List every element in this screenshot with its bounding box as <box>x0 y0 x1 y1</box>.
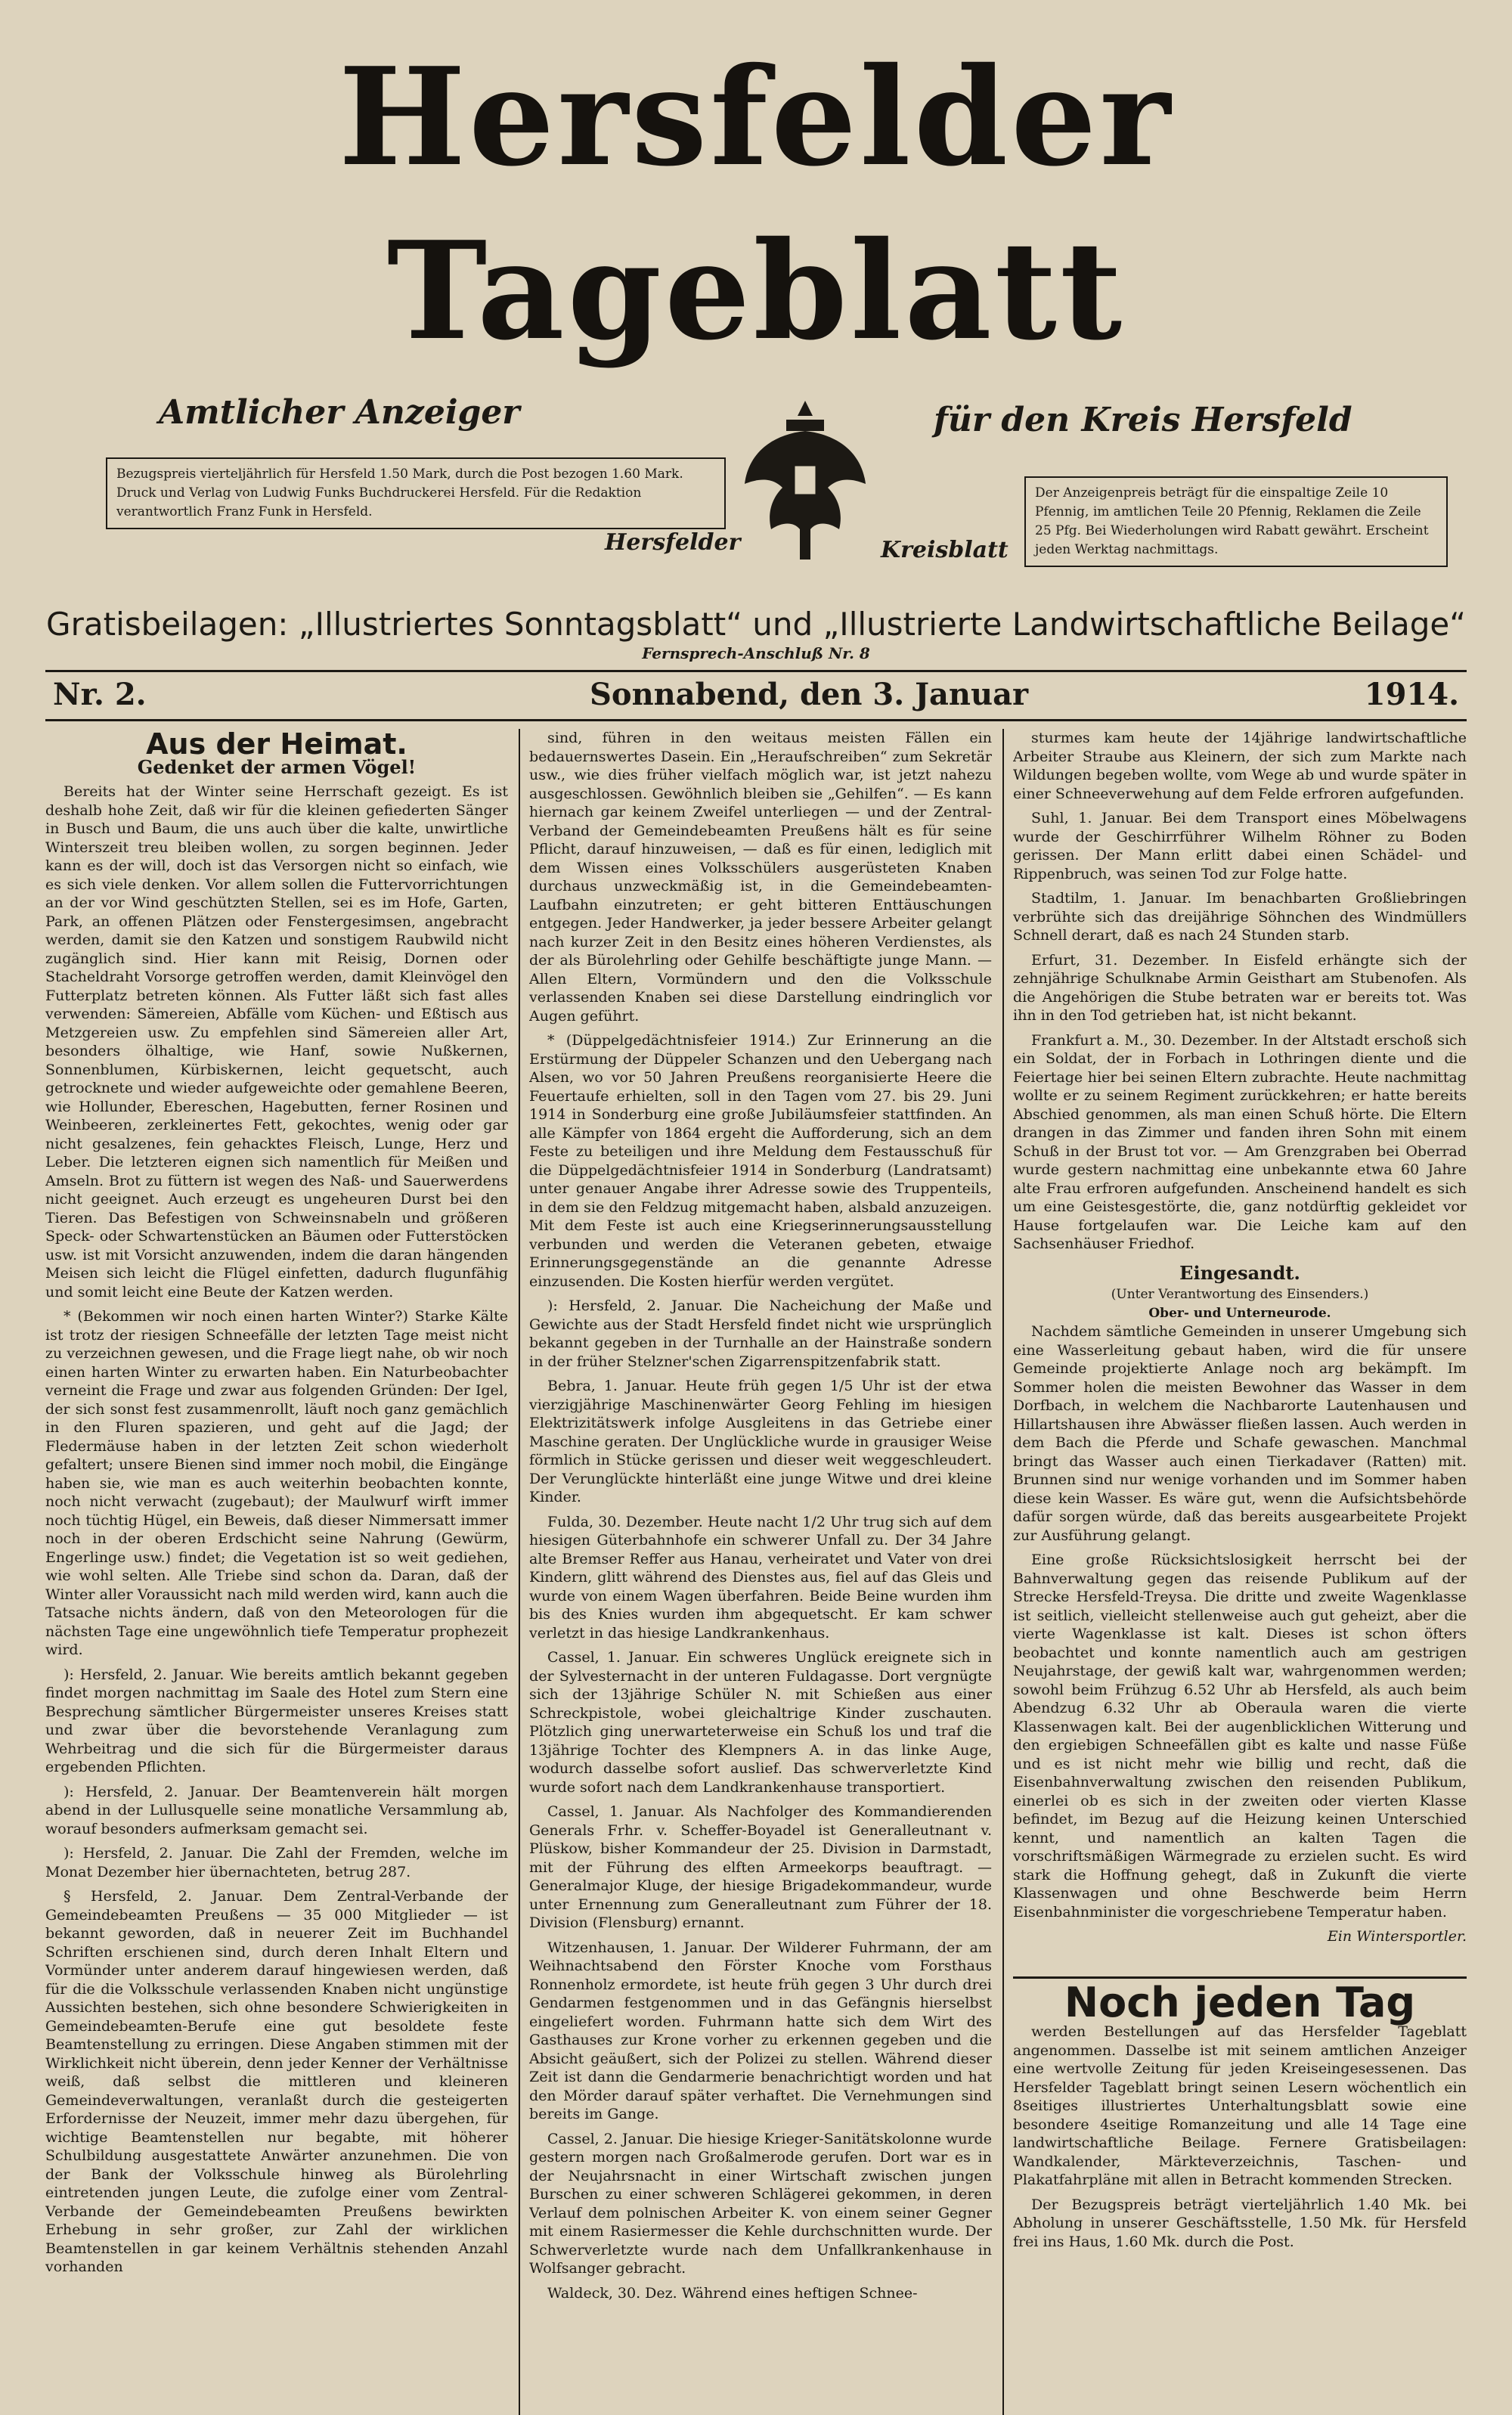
column-2 <box>529 729 992 2415</box>
article-paragraph: * (Düppelgedächtnisfeier 1914.) Zur Erinnerung an die Erstürmung der Düppeler Schanzen und den Uebergang nach Alsen, wo vor 50 Jahren Preußens reorganisierte Heere die Feuertaufe erhielten, soll in den Tagen vom 27. bis 29. Juni 1914 in Sonderburg eine große Jubiläumsfeier stattfinden. An alle Kämpfer von 1864 ergeht die Aufforderung, sich an dem Feste zu beteiligen und ihre Meldung dem Festausschuß für die Düppelgedächtnisfeier 1914 in Sonderburg (Landratsamt) unter genauer Angabe ihrer Adresse sowie des Truppenteils, in dem sie den Feldzug mitgemacht haben, alsbald anzuzeigen. Mit dem Feste ist auch eine Kriegserinnerungsausstellung verbunden und werden die Veteranen gebeten, etwaige Erinnerungsgegenstände an die genannte Adresse einzusenden. Die Kosten hierfür werden vergütet. <box>529 1032 992 1290</box>
section-heading: Aus der Heimat. <box>146 729 407 761</box>
column-divider <box>1002 729 1004 2415</box>
gratis-supplements: Gratisbeilagen: „Illustriertes Sonntagsblatt“ und „Illustrierte Landwirtschaftliche Beilage“ <box>46 606 1466 643</box>
article-paragraph: Witzenhausen, 1. Januar. Der Wilderer Fuhrmann, der am Weihnachtsabend den Förster Knoche vom Forsthaus Ronnenholz ermordete, ist heute früh gegen 3 Uhr durch drei Gendarmen festgenommen und in das Gefängnis hierselbst eingeliefert worden. Fuhrmann hatte sich dem Wirt des Gasthauses zur Krone vorher zu erkennen gegeben und die Absicht geäußert, sich der Polizei zu stellen. Während dieser Zeit ist dann die Gendarmerie benachrichtigt worden und hat den Mörder darauf später verhaftet. Die Vernehmungen sind bereits im Gange. <box>529 1939 992 2122</box>
tagline-right: für den Kreis Hersfeld <box>934 401 1352 439</box>
article-paragraph: § Hersfeld, 2. Januar. Dem Zentral-Verbande der Gemeindebeamten Preußens — 35 000 Mitglieder — ist bekannt geworden, daß in neuerer Zeit im Buchhandel Schriften erschienen sind, durch deren Inhalt Eltern und Vormünder unter anderem darauf hingewiesen werden, daß für die die Volksschule verlassenden Knaben nicht ungünstige Aussichten bestehen, sich ohne besondere Schwierigkeiten in Gemeindebeamten-Berufe eine gut besoldete feste Beamtenstellung zu erringen. Diese Angaben stimmen mit der Wirklichkeit nicht überein, denn jeder Kenner der Verhältnisse weiß, daß selbst die mittleren und kleineren Gemeindeverwaltungen, veranlaßt durch die gesteigerten Erfordernisse der Neuzeit, immer mehr dazu übergehen, für wichtige Beamtenstellen nur begabte, mit höherer Schulbildung ausgestattete Anwärter anzunehmen. Die von der Bank der Volksschule hinweg als Bürolehrling eintretenden jungen Leute, die zufolge einer vom Zentral-Verbande der Gemeindebeamten Preußens bewirkten Erhebung in sehr großer, zur Zahl der wirklichen Beamtenstellen in gar keinem Verhältnis stehenden Anzahl vorhanden <box>45 1888 508 2275</box>
article-columns <box>45 729 1467 2415</box>
article-paragraph: ): Hersfeld, 2. Januar. Der Beamtenverein hält morgen abend in der Lullusquelle seine monatliche Versammlung ab, worauf besonders aufmerksam gemacht sei. <box>45 1783 508 1837</box>
article-paragraph: Bebra, 1. Januar. Heute früh gegen 1/5 Uhr ist der etwa vierzigjährige Maschinenwärter Georg Fehling im hiesigen Elektrizitätswerk infolge Ausgleitens in das Getriebe einer Maschine geraten. Der Unglückliche wurde in grausiger Weise förmlich in Stücke gerissen und dieser weit weggeschleudert. Der Verunglückte hinterläßt eine junge Witwe und drei kleine Kinder. <box>529 1378 992 1505</box>
eagle-crest-icon <box>741 393 869 567</box>
issue-date: Sonnabend, den 3. Januar <box>590 677 1029 712</box>
article-paragraph: sturmes kam heute der 14jährige landwirtschaftliche Arbeiter Straube aus Kleinern, der sich zum Markte nach Wildungen begeben wollte, vom Wege ab und wurde später in einer Schneeverwehung auf dem Felde erfroren aufgefunden. <box>1013 730 1467 802</box>
column-divider <box>519 729 520 2415</box>
article-paragraph: Stadtilm, 1. Januar. Im benachbarten Großliebringen verbrühte sich das dreijährige Söhnchen des Windmüllers Schnell derart, daß es nach 24 Stunden starb. <box>1013 890 1467 944</box>
article-paragraph: Waldeck, 30. Dez. Während eines heftigen Schnee- <box>547 2284 918 2302</box>
article-subheading: Gedenket der armen Vögel! <box>137 755 417 778</box>
article-paragraph: Cassel, 2. Januar. Die hiesige Krieger-Sanitätskolonne wurde gestern morgen nach Großalmerode gerufen. Dort war es in der Neujahrsnacht in einer Wirtschaft zwischen jungen Burschen zu einer schweren Schlägerei gekommen, in deren Verlauf dem polnischen Arbeiter K. von einem seiner Gegner mit einem Rasiermesser die Kehle durchschnitten wurde. Der Schwerverletzte wurde nach dem Unfallkrankenhause in Wolfsanger gebracht. <box>529 2130 992 2277</box>
article-paragraph: ): Hersfeld, 2. Januar. Die Nacheichung der Maße und Gewichte aus der Stadt Hersfeld findet nicht wie ursprünglich bekannt gegeben in der Turnhalle an der Hainstraße sondern in der früher Stelzner'schen Zigarrenspitzenfabrik statt. <box>529 1297 992 1370</box>
article-paragraph: Eine große Rücksichtslosigkeit herrscht bei der Bahnverwaltung gegen das reisende Publikum auf der Strecke Hersfeld-Treysa. Die dritte und zweite Wagenklasse ist seitlich, vielleicht stellenweise auch gut geheizt, aber die vierte Wagenklasse ist kalt. Dieses ist schon öfters beobachtet und konnte namentlich auch am gestrigen Neujahrstage, der gewiß kalt war, wahrgenommen werden; sowohl beim Frühzug 6.52 Uhr ab Hersfeld, als auch beim Abendzug 6.32 Uhr ab Oberaula waren die vierte Klassenwagen kalt. Bei der augenblicklichen Witterung und den ergiebigen Schneefällen gibt es kalte und nasse Füße und es ist nicht mehr wie billig und recht, daß die Eisenbahnverwaltung zwischen den reisenden Publikum, einerlei ob es sich in der zweiten oder vierten Klasse befindet, im Bezug auf die Heizung keinen Unterschied kennt, und namentlich an kalten Tagen die vorschriftsmäßigen Wärmegrade zu erzielen sucht. Es wird stark die Hoffnung gehegt, daß in Zukunft die vierte Klassenwagen und ohne Beschwerde beim Herrn Eisenbahnminister die vorgeschriebene Temperatur haben. <box>1013 1552 1467 1921</box>
article-paragraph: Frankfurt a. M., 30. Dezember. In der Altstadt erschoß sich ein Soldat, der in Forbach in Lothringen diente und die Feiertage hier bei seinen Eltern zubrachte. Heute nachmittag wollte er zu seinem Regiment zurückkehren; er hatte bereits Abschied genommen, als man einen Schuß hörte. Die Eltern drangen in das Zimmer und fanden ihren Sohn mit einem Schuß in der Brust tot vor. — Am Grenzgraben bei Oberrad wurde gestern nachmittag eine unbekannte etwa 60 Jahre alte Frau erfroren aufgefunden. Anscheinend handelt es sich um eine Geistesgestörte, die, ganz notdürftig gekleidet vor Hause fortgelaufen war. Die Leiche kam auf den Sachsenhäuser Friedhof. <box>1013 1031 1467 1252</box>
crest-label-left: Hersfelder <box>605 529 741 556</box>
eingesandt-heading: Eingesandt. <box>1179 1261 1300 1284</box>
article-paragraph: ): Hersfeld, 2. Januar. Wie bereits amtlich bekannt gegeben findet morgen nachmittag im Saale des Hotel zum Stern eine Besprechung sämtlicher Bürgermeister unseres Kreises statt und zwar über die bevorstehende Veranlagung zum Wehrbeitrag und die sich für die Bürgermeister daraus ergebenden Pflichten. <box>45 1666 508 1775</box>
advertising-rates-box: Der Anzeigenpreis beträgt für die einspaltige Zeile 10 Pfennig, im amtlichen Teile 20 Pfennig, Reklamen die Zeile 25 Pfg. Bei Wiederholungen wird Rabatt gewährt. Erscheint jeden Werktag nachmittags. <box>1024 476 1448 567</box>
issue-year: 1914. <box>1364 677 1459 712</box>
article-paragraph: werden Bestellungen auf das Hersfelder Tageblatt angenommen. Dasselbe ist mit seinem amtlichen Anzeiger eine wertvolle Zeitung für jeden Kreiseingesessenen. Das Hersfelder Tageblatt bringt seinen Lesern wöchentlich ein 8seitiges illustriertes Unterhaltungsblatt sowie eine besondere 4seitige Romanzeitung und alle 14 Tage eine landwirtschaftliche Beilage. Fernere Gratisbeilagen: Wandkalender, Märkteverzeichnis, Taschen- und Plakatfahrpläne mit allen in Betracht kommenden Strecken. <box>1013 2023 1467 2188</box>
masthead-subrow <box>45 378 1467 597</box>
article-paragraph: Fulda, 30. Dezember. Heute nacht 1/2 Uhr trug sich auf dem hiesigen Güterbahnhofe ein schwerer Unfall zu. Der 34 Jahre alte Bremser Reffer aus Hanau, verheiratet und Vater von drei Kindern, glitt während des Dienstes aus, fiel auf das Gleis und wurde von einem Wagen überfahren. Beide Beine wurden ihm bis des Knies wurden ihm abgequetscht. Er kam schwer verletzt in das hiesige Landkrankenhaus. <box>529 1513 992 1642</box>
article-paragraph: ): Hersfeld, 2. Januar. Die Zahl der Fremden, welche im Monat Dezember hier übernachteten, betrug 287. <box>45 1845 508 1880</box>
column-3 <box>1013 729 1467 2415</box>
article-paragraph: Der Bezugspreis beträgt vierteljährlich 1.40 Mk. bei Abholung in unserer Geschäftsstelle, 1.50 Mk. für Hersfeld frei ins Haus, 1.60 Mk. durch die Post. <box>1013 2196 1467 2250</box>
issue-bar <box>45 670 1467 721</box>
article-paragraph: * (Bekommen wir noch einen harten Winter?) Starke Kälte ist trotz der riesigen Schneefälle der letzten Tage meist nicht zu verzeichnen gewesen, und die Frage liegt nahe, ob wir noch einen harten Winter zu erwarten haben. Ein Naturbeobachter verneint die Frage und zwar aus folgenden Gründen: Der Igel, der sich sonst fest zusammenrollt, läuft noch ganz gemächlich in den Fluren spazieren, und geht auf die Jagd; der Fledermäuse haben in der letzten Zeit schon wiederholt gefaltert; unsere Bienen sind immer noch mobil, die Eingänge haben sie, wie man es auch weiterhin beobachten konnte, noch nicht verwacht (zugebaut); der Maulwurf wirft immer noch tüchtig Hügel, ein Beweis, daß dieser Nimmersatt immer noch in der oberen Erdschicht seine Nahrung (Gewürm, Engerlinge usw.) findet; die Vegetation ist so weit gediehen, wie wohl selten. Alle Triebe sind schon da. Daran, daß der Winter aller Voraussicht nach mild werden wird, kann auch die Tatsache nichts ändern, daß von den Meteorologen für die nächsten Tage eine ungewöhnlich tiefe Temperatur prophezeit wird. <box>45 1308 508 1658</box>
tagline-left: Amtlicher Anzeiger <box>159 393 520 432</box>
eingesandt-place: Ober- und Unterneurode. <box>1148 1305 1331 1321</box>
column-1 <box>45 729 508 2415</box>
article-paragraph: Erfurt, 31. Dezember. In Eisfeld erhängte sich der zehnjährige Schulknabe Armin Geisthart am Stubenofen. Als die Angehörigen die Stube betraten war er bereits tot. Was ihn in den Tod getrieben hat, ist nicht bekannt. <box>1013 951 1467 1024</box>
subscription-box: Bezugspreis vierteljährlich für Hersfeld 1.50 Mark, durch die Post bezogen 1.60 Mark. Druck und Verlag von Ludwig Funks Buchdruckerei Hersfeld. Für die Redaktion verantwortlich Franz Funk in Hersfeld. <box>106 457 726 529</box>
issue-number: Nr. 2. <box>53 677 147 712</box>
crest-label-right: Kreisblatt <box>881 537 1009 563</box>
article-paragraph: Cassel, 1. Januar. Als Nachfolger des Kommandierenden Generals Frhr. v. Scheffer-Boyadel ist Generalleutnant v. Plüskow, bisher Kommandeur der 25. Division in Darmstadt, mit der Führung des elften Armeekorps beauftragt. — Generalmajor Kluge, der hiesige Brigadekommandeur, wurde unter Ernennung zum Generalleutnant zum Führer der 18. Division (Flensburg) ernannt. <box>529 1803 992 1931</box>
article-paragraph: Suhl, 1. Januar. Bei dem Transport eines Möbelwagens wurde der Geschirrführer Wilhelm Röhner zu Boden gerissen. Der Mann erlitt dabei einen Schädel- und Rippenbruch, was seinen Tod zur Folge hatte. <box>1013 810 1467 882</box>
article-paragraph: Cassel, 1. Januar. Ein schweres Unglück ereignete sich in der Sylvesternacht in der unteren Fuldagasse. Dort vergnügte sich der 13jährige Schüler N. mit Schießen aus einer Schreckpistole, wobei gleichaltrige Kinder zuschauten. Plötzlich ging unerwarteterweise ein Schuß los und traf die 13jährige Tochter des Klempners A. in das linke Auge, wodurch dasselbe sofort auslief. Das schwerverletzte Kind wurde sofort nach dem Landkrankenhause transportiert. <box>529 1649 992 1796</box>
article-paragraph: sind, führen in den weitaus meisten Fällen ein bedauernswertes Dasein. Ein „Heraufschreiben“ zum Sekretär usw., wie dies früher vielfach möglich war, ist jetzt nahezu ausgeschlossen. Gewöhnlich bleiben sie „Gehilfen“. — Es kann hiernach gar keinem Zweifel unterliegen — und der Zentral-Verband der Gemeindebeamten Preußens hält es für seine Pflicht, darauf hinzuweisen, — daß es für einen, lediglich mit dem Wissen eines Volksschülers ausgerüsteten Knaben durchaus unzweckmäßig ist, in die Gemeindebeamten-Laufbahn einzutreten; er geht bitteren Enttäuschungen entgegen. Jeder Handwerker, ja jeder bessere Arbeiter gelangt nach kurzer Zeit in den Besitz eines höheren Verdienstes, als der als Bürolehrling oder Gehilfe beschäftigte junge Mann. — Allen Eltern, Vormündern und den die Volksschule verlassenden Knaben sei diese Darstellung eindringlich vor Augen geführt. <box>529 730 992 1025</box>
phone-number: Fernsprech-Anschluß Nr. 8 <box>642 644 870 662</box>
masthead-title: Hersfelder Tageblatt <box>338 38 1174 370</box>
article-paragraph: Bereits hat der Winter seine Herrschaft gezeigt. Es ist deshalb hohe Zeit, daß wir für die kleinen gefiederten Sänger in Busch und Baum, die uns auch über die kalte, unwirtliche Winterszeit treu bleiben wollen, zu sorgen beginnen. Jeder kann es der will, doch ist das Versorgen nicht so einfach, wie es sich viele denken. Vor allem sollen die Futtervorrichtungen an der vor Wind geschützten Stellen, sei es im Hofe, Garten, Park, an offenen Plätzen oder Fenstergesimsen, angebracht werden, damit sie den Katzen und sonstigem Raubwild nicht zugänglich sind. Hier kann mit Reisig, Dornen oder Stacheldraht Vorsorge getroffen werden, damit Kleinvögel den Futterplatz betreten können. Als Futter läßt sich fast alles verwenden: Sämereien, Abfälle vom Küchen- und Eßtisch aus Metzgereien usw. Zu empfehlen sind Sämereien aller Art, besonders ölhaltige, wie Hanf, sowie Nußkernen, Sonnenblumen, Kürbiskernen, leicht gequetscht, auch getrocknete und wieder aufgeweichte oder gemahlene Beeren, wie Hollunder, Ebereschen, Hagebutten, ferner Rosinen und Weinbeeren, zerkleinertes Fett, gekochtes, wenig oder gar nicht gesalzenes, fein gehacktes Fleisch, Lunge, Herz und Leber. Die letzteren eignen sich namentlich für Meißen und Amseln. Brot zu füttern ist wegen des Naß- und Sauerwerdens nicht geeignet. Auch erzeugt es ungeheuren Durst bei den Tieren. Das Befestigen von Schweinsnabeln und größeren Speck- oder Schwartenstücken an Bäumen oder Futterstöcken usw. ist mit Vorsicht anzuwenden, indem die daran hängenden Meisen sich leicht die Flügel einfetten, dadurch flugunfähig und somit leicht eine Beute der Katzen werden. <box>45 783 508 1301</box>
eingesandt-note: (Unter Verantwortung des Einsenders.) <box>1111 1287 1369 1302</box>
article-paragraph: Nachdem sämtliche Gemeinden in unserer Umgebung sich eine Wasserleitung gebaut haben, wird die für unsere Gemeinde projektierte Anlage noch arg bekämpft. Im Sommer holen die meisten Bewohner das Wasser in dem Dorfbach, in welchem die Nachbarorte Lautenhausen und Hillartshausen ihre Abwässer fließen lassen. Auch werden in dem Bach die Pferde und Schafe gewaschen. Manchmal bringt das Wasser auch einen Tierkadaver (Ratten) mit. Brunnen sind nur wenige vorhanden und im Sommer haben diese kein Wasser. Es wäre gut, wenn die Aufsichtsbehörde dafür sorgen würde, daß das bereits ausgearbeitete Projekt zur Ausführung gelangt. <box>1013 1323 1467 1544</box>
author-signoff: Ein Wintersportler. <box>1327 1928 1467 1945</box>
subscription-ad-title: Noch jeden Tag <box>1013 1976 1467 2013</box>
